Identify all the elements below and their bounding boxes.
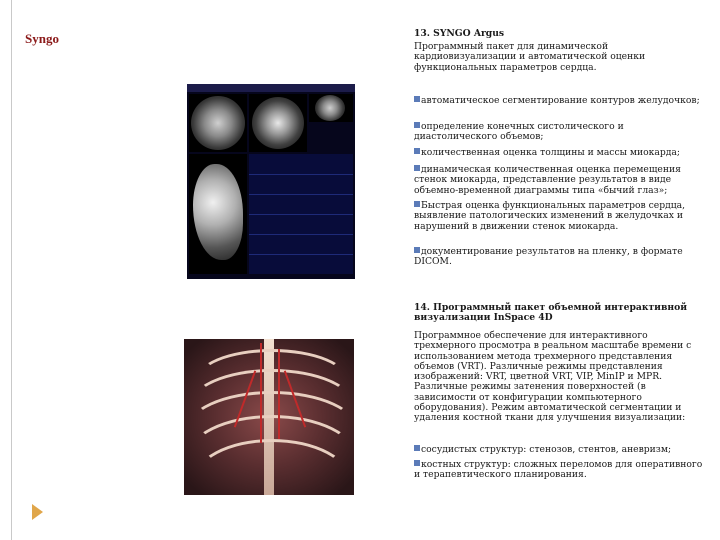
ct-slice-panel-1 [189,94,247,152]
bullet-square-icon [414,96,420,102]
section2-bullet: сосудистых структур: стенозов, стентов, аневризм; [414,445,706,455]
chest-vessel-render-image [184,339,354,495]
section1-bullet: динамическая количественная оценка перемещения стенок миокарда, представление результатов в виде объемно-временной диаграммы типа «бычий глаз»; [414,164,681,196]
section2-heading: 14. Программный пакет объемной интерактивной визуализации InSpace 4D [414,302,688,324]
bullet-square-icon [414,122,420,128]
section1-heading: 13. SYNGO Argus [414,28,505,39]
volume-render-panel [189,154,247,274]
section2-bullet: костных структур: сложных переломов для оперативного и терапевтического планирования. [414,459,703,481]
ct-slice-panel-2 [249,94,307,152]
bullet-square-icon [414,445,420,451]
bullet-square-icon [414,460,420,466]
section2-body: Программное обеспечение для интерактивного трехмерного просмотра в реальном масштабе времени с использованием метода трехмерного представления объемов (VRT). Различные режимы представления изображений: VRT, цветной VRT, VIP, MinIP и MPR. Различные режимы затенения поверхностей (в зависимости от конфигурации компьютерного оборудования). Режим автоматической сегментации и удаления костной ткани для улучшения визуализации: [414,330,692,424]
left-margin-rule [11,0,12,540]
bullet-square-icon [414,201,420,207]
bullet-square-icon [414,148,420,154]
next-slide-arrow-icon[interactable] [32,504,43,520]
section1-bullet: Быстрая оценка функциональных параметров сердца, выявление патологических изменений в желудочках и нарушений в движении стенок миокарда. [414,200,686,232]
slide-side-title: Syngo [25,31,59,46]
volume-time-plot [249,154,353,274]
section1-bullet: документирование результатов на пленку, в формате DICOM. [414,246,683,268]
image-toolbar [187,84,355,92]
bullet-square-icon [414,247,420,253]
cardiac-analysis-image [187,84,355,279]
section1-bullet: автоматическое сегментирование контуров желудочков; [414,96,706,106]
bullet-square-icon [414,165,420,171]
section1-bullet: определение конечных систолического и диастолического объемов; [414,121,624,143]
section1-intro: Программный пакет для динамической кардиовизуализации и автоматической оценки функциональных параметров сердца. [414,41,646,73]
section1-bullet: количественная оценка толщины и массы миокарда; [414,148,706,158]
ct-slice-panel-3 [309,94,353,122]
